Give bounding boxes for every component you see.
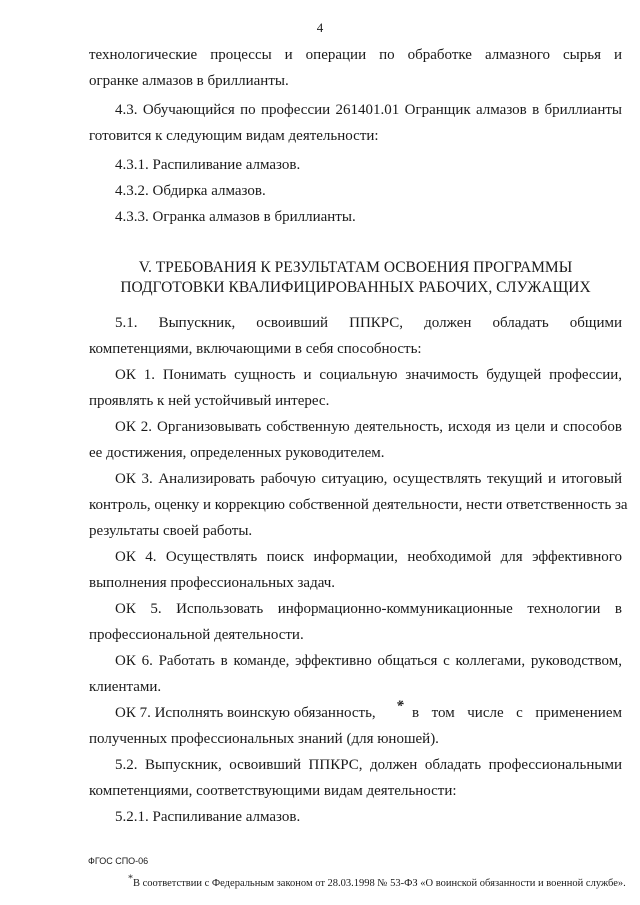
paragraph-4-3-line2: готовится к следующим видам деятельности: <box>89 128 379 144</box>
ok6-line1: ОК 6. Работать в команде, эффективно общаться с коллегами, руководством, <box>115 653 622 669</box>
page-number: 4 <box>316 20 324 35</box>
ok5-line1: ОК 5. Использовать информационно-коммуникационные технологии в <box>115 601 622 617</box>
ok1-line1: ОК 1. Понимать сущность и социальную значимость будущей профессии, <box>115 367 622 383</box>
footer-doc-id: ФГОС СПО-06 <box>88 856 149 866</box>
ok4-line1: ОК 4. Осуществлять поиск информации, необходимой для эффективного <box>115 549 622 565</box>
ok4-line2: выполнения профессиональных задач. <box>89 575 336 591</box>
section-heading-line2: ПОДГОТОВКИ КВАЛИФИЦИРОВАННЫХ РАБОЧИХ, СЛУЖАЩИХ <box>120 279 591 296</box>
ok3-line3: результаты своей работы. <box>89 523 253 539</box>
ok3-line1: ОК 3. Анализировать рабочую ситуацию, осуществлять текущий и итоговый <box>115 471 622 487</box>
ok7-line2: полученных профессиональных знаний (для юношей). <box>89 731 439 747</box>
ok7-line1-part2: в том числе с применением <box>412 705 622 721</box>
ok2-line2: ее достижения, определенных руководителем. <box>89 445 385 461</box>
paragraph-5-1-line2: компетенциями, включающими в себя способность: <box>89 341 422 357</box>
paragraph-4-3-line1: 4.3. Обучающийся по профессии 261401.01 Огранщик алмазов в бриллианты <box>115 102 622 118</box>
item-4-3-3: 4.3.3. Огранка алмазов в бриллианты. <box>115 209 356 225</box>
section-heading-line1: V. ТРЕБОВАНИЯ К РЕЗУЛЬТАТАМ ОСВОЕНИЯ ПРОГРАММЫ <box>138 259 573 276</box>
footnote-text: В соответствии с Федеральным законом от 28.03.1998 № 53-ФЗ «О воинской обязанности и военной службе». <box>133 878 626 889</box>
item-5-2-1: 5.2.1. Распиливание алмазов. <box>115 809 301 825</box>
paragraph-5-2-line2: компетенциями, соответствующими видам деятельности: <box>89 783 457 799</box>
paragraph-5-1-line1: 5.1. Выпускник, освоивший ППКРС, должен обладать общими <box>115 315 622 331</box>
item-4-3-2: 4.3.2. Обдирка алмазов. <box>115 183 266 199</box>
ok5-line2: профессиональной деятельности. <box>89 627 304 643</box>
paragraph-cont-line1: технологические процессы и операции по обработке алмазного сырья и <box>89 47 622 63</box>
paragraph-5-2-line1: 5.2. Выпускник, освоивший ППКРС, должен обладать профессиональными <box>115 757 622 773</box>
ok3-line2: контроль, оценку и коррекцию собственной деятельности, нести ответственность за <box>89 497 628 513</box>
paragraph-cont-line2: огранке алмазов в бриллианты. <box>89 73 289 89</box>
ok2-line1: ОК 2. Организовывать собственную деятельность, исходя из цели и способов <box>115 419 622 435</box>
ok1-line2: проявлять к ней устойчивый интерес. <box>89 393 330 409</box>
ok6-line2: клиентами. <box>89 679 162 695</box>
ok7-line1-part1: ОК 7. Исполнять воинскую обязанность, <box>115 705 376 721</box>
footnote-star: * <box>128 873 133 885</box>
item-4-3-1: 4.3.1. Распиливание алмазов. <box>115 157 301 173</box>
handwritten-asterisk-mark: * <box>395 697 408 715</box>
footnote <box>128 873 626 889</box>
